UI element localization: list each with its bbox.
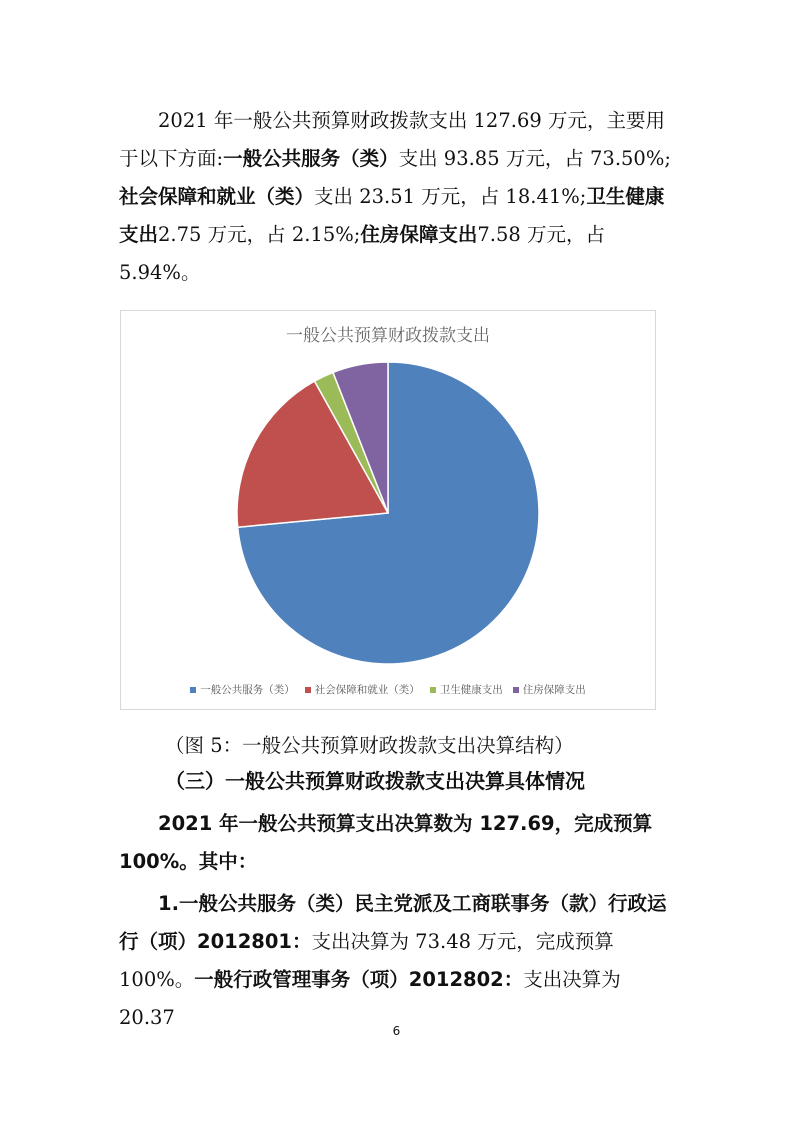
- intro-text-1: 2021 年一般公共预算财政拨款支出 127.69 万元，主要用于以下方面:: [119, 109, 665, 170]
- summary-text: 2021 年一般公共预算支出决算数为 127.69，完成预算 100%。其中：: [119, 812, 653, 873]
- intro-text-2: 支出 93.85 万元，占 73.50%;: [398, 147, 671, 170]
- legend-item-1: [190, 682, 295, 697]
- pie-chart-canvas: [121, 311, 655, 709]
- intro-bold-3: 卫生健康支出: [119, 185, 665, 246]
- legend-label: 社会保障和就业（类）: [314, 684, 420, 696]
- section-heading: （三）一般公共预算财政拨款支出决算具体情况: [165, 769, 585, 793]
- legend-swatch: [190, 687, 196, 693]
- pie-chart: [120, 310, 656, 710]
- detail-bold-1: 1.一般公共服务（类）民主党派及工商联事务（款）行政运行（项）2012801：: [119, 892, 667, 953]
- legend-swatch: [305, 687, 311, 693]
- intro-bold-2: 社会保障和就业（类）: [119, 185, 315, 208]
- legend-label: 住房保障支出: [522, 684, 586, 696]
- legend-item-2: [305, 682, 420, 697]
- figure-caption: （图 5：一般公共预算财政拨款支出决算结构）: [165, 734, 574, 757]
- legend-item-3: [430, 682, 503, 697]
- detail-bold-2: 一般行政管理事务（项）2012802：: [194, 968, 524, 991]
- detail-paragraph: [119, 885, 675, 1037]
- legend-swatch: [513, 687, 519, 693]
- chart-legend: [121, 682, 655, 697]
- intro-bold-4: 住房保障支出: [360, 223, 478, 246]
- legend-label: 卫生健康支出: [439, 684, 503, 696]
- page-number: 6: [392, 1024, 401, 1038]
- chart-title: 一般公共预算财政拨款支出: [286, 326, 490, 346]
- intro-bold-1: 一般公共服务（类）: [223, 147, 399, 170]
- detail-text-1: 支出决算为 73.48 万元，完成预算 100%。: [119, 930, 614, 991]
- legend-label: 一般公共服务（类）: [200, 684, 295, 696]
- intro-text-4: 2.75 万元，占 2.15%;: [158, 223, 361, 246]
- summary-paragraph: [119, 805, 675, 881]
- intro-text-3: 支出 23.51 万元，占 18.41%;: [314, 185, 587, 208]
- intro-paragraph: [119, 102, 675, 292]
- legend-item-4: [513, 682, 586, 697]
- legend-swatch: [430, 687, 436, 693]
- detail-text-2: 支出决算为 20.37: [119, 968, 621, 1029]
- intro-text-5: 7.58 万元，占 5.94%。: [119, 223, 605, 284]
